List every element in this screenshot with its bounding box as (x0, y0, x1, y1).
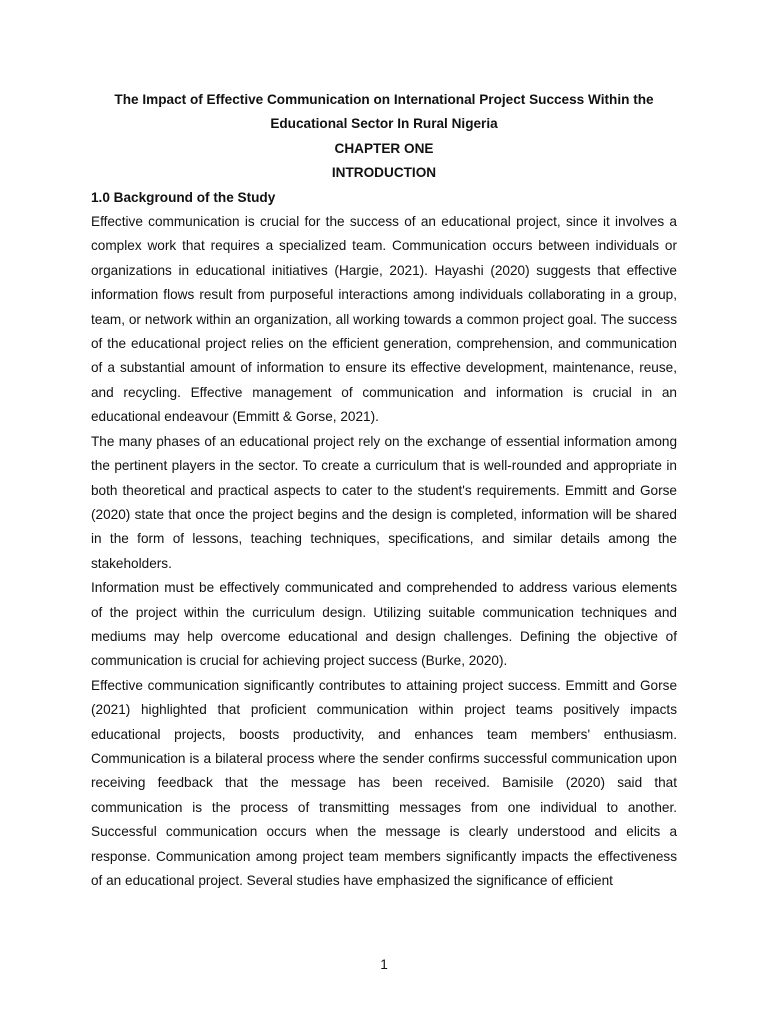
body-paragraph-3: Information must be effectively communicated and comprehended to address various elements of the project within the curriculum design. Utilizing suitable communication techniques and mediums may help overcome educational and design challenges. Defining the objective of communication is crucial for achieving project success (Burke, 2020). (91, 580, 677, 669)
document-title-line-2: Educational Sector In Rural Nigeria (270, 116, 498, 132)
document-title (91, 88, 677, 137)
page-content (91, 88, 677, 893)
body-paragraph-1: Effective communication is crucial for the success of an educational project, since it involves a complex work that requires a specialized team. Communication occurs between individuals or organizations in educational initiatives (Hargie, 2021). Hayashi (2020) suggests that effective information flows result from purposeful interactions among individuals collaborating in a group, team, or network within an organization, all working towards a common project goal. The success of the educational project relies on the efficient generation, comprehension, and communication of a substantial amount of information to ensure its effective development, maintenance, reuse, and recycling. Effective management of communication and information is crucial in an educational endeavour (Emmitt & Gorse, 2021). (91, 214, 677, 425)
chapter-label: CHAPTER ONE (334, 140, 434, 156)
document-title-line-1: The Impact of Effective Communication on International Project Success Within the (114, 92, 654, 107)
section-heading: 1.0 Background of the Study (91, 189, 276, 205)
page-number: 1 (380, 957, 388, 972)
body-paragraph-2: The many phases of an educational project rely on the exchange of essential information among the pertinent players in the sector. To create a curriculum that is well-rounded and appropriate in both theoretical and practical aspects to cater to the student's requirements. Emmitt and Gorse (2020) state that once the project begins and the design is completed, information will be shared in the form of lessons, teaching techniques, specifications, and similar details among the stakeholders. (91, 433, 677, 571)
body-paragraph-4: Effective communication significantly contributes to attaining project success. Emmitt and Gorse (2021) highlighted that proficient communication within project teams positively impacts educational projects, boosts productivity, and enhances team members' enthusiasm. Communication is a bilateral process where the sender confirms successful communication upon receiving feedback that the message has been received. Bamisile (2020) said that communication is the process of transmitting messages from one individual to another. Successful communication occurs when the message is clearly understood and elicits a response. Communication among project team members significantly impacts the effectiveness of an educational project. Several studies have emphasized the significance of efficient (91, 677, 677, 888)
chapter-title: INTRODUCTION (331, 165, 437, 181)
